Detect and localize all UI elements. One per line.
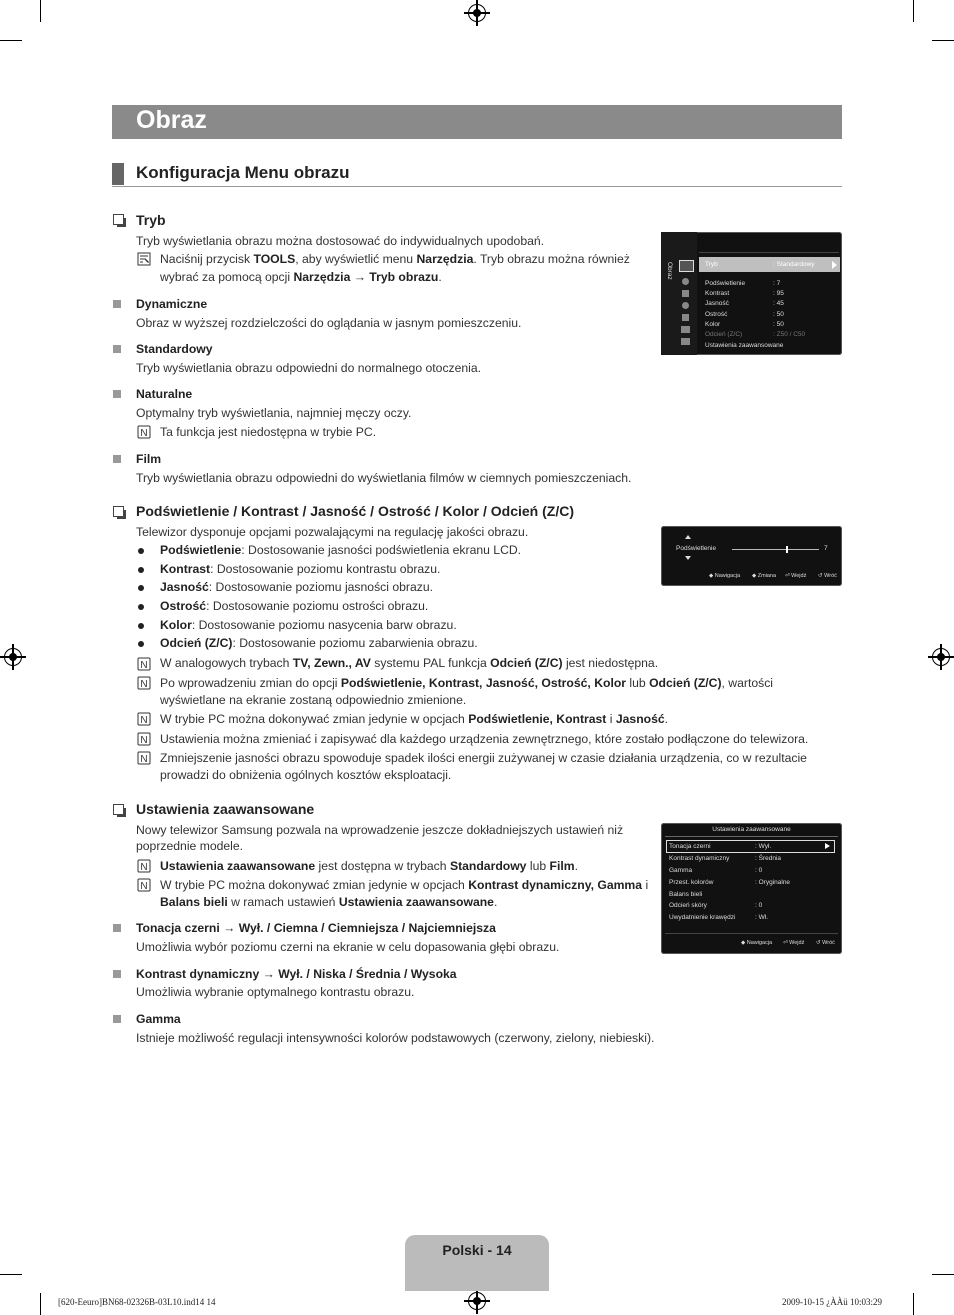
menu-top-divider [699,252,839,253]
picture-icon [679,260,694,272]
tv-slider-screenshot [661,526,842,586]
bullet-square [113,1015,121,1023]
registration-mark-icon [4,648,22,666]
menu-row-value: : 0 [755,902,763,909]
podsw-note: Ustawienia można zmieniać i zapisywać dla każdego urządzenia zewnętrznego, które zostało podłączone do telewizora. [160,732,809,746]
menu-row-label: Podświetlenie [705,280,746,287]
tryb-item-desc: Tryb wyświetlania obrazu odpowiedni do normalnego otoczenia. [136,361,482,375]
section-marker [112,163,124,185]
menu-row-value: : Wł. [755,914,768,921]
svg-text:N: N [140,754,148,765]
page-number: Polski - 14 [442,1242,512,1258]
tryb-heading: Tryb [136,212,166,228]
arrow-right-icon [832,261,837,269]
menu-icon [682,290,689,297]
menu-row-label: Uwydatnienie krawędzi [669,914,736,921]
slider-handle[interactable] [786,546,788,553]
menu-row-value: : Wył. [755,843,772,850]
tryb-naturalne-note: Ta funkcja jest niedostępna w trybie PC. [160,425,377,439]
menu-row-value: : 50 [773,311,784,318]
menu-row-label: Przest. kolorów [669,879,714,886]
note-icon [137,425,151,439]
adv-intro-line2: poprzednie modele. [136,839,244,853]
adv-item-name: Gamma [136,1012,181,1026]
crop-mark [40,0,41,22]
tryb-note-tools: Naciśnij przycisk TOOLS, aby wyświetlić menu Narzędzia. Tryb obrazu można również [160,252,630,266]
menu-icon [681,338,690,345]
menu-icon [682,314,689,321]
tryb-item-desc: Obraz w wyższej rozdzielczości do oglądania w jasnym pomieszczeniu. [136,316,522,330]
print-info-left: [620-Eeuro]BN68-02326B-03L10.ind14 14 [58,1297,216,1307]
menu-row-label: Kontrast [705,290,730,297]
tools-icon [137,252,151,266]
tv-menu-screenshot [661,232,842,355]
footer-divider [665,933,838,934]
nav-hint: ◆ Nawigacja [709,573,741,579]
registration-mark-icon [468,4,486,22]
adv-item-name: Kontrast dynamiczny → Wył. / Niska / Średnia / Wysoka [136,967,457,981]
tryb-item-name: Dynamiczne [136,297,208,311]
registration-mark-icon [932,648,950,666]
svg-text:N: N [140,881,148,892]
podsw-intro: Telewizor dysponuje opcjami pozwalającymi na regulację jakości obrazu. [136,525,529,539]
note-icon [137,751,151,765]
note-icon [137,712,151,726]
bullet-square [113,345,121,353]
menu-row-label: Odcień (Z/C) [705,331,743,338]
menu-row-value: : Średnia [755,855,782,862]
bullet-square [113,970,121,978]
menu-row-label: Tonacja czerni [669,843,711,850]
menu-row-label: Ustawienia zaawansowane [705,342,784,349]
bullet-square [113,390,121,398]
svg-text:N: N [140,660,148,671]
bullet-dot [138,548,144,554]
podsw-note: Po wprowadzeniu zmian do opcji Podświetlenie, Kontrast, Jasność, Ostrość, Kolor lub Odcień (Z/C), wartości [160,676,774,690]
arrow-right-icon [825,843,830,849]
bullet-dot [138,641,144,647]
nav-hint: ↺ Wróć [818,573,837,579]
svg-text:N: N [140,679,148,690]
adv-item-desc: Istnieje możliwość regulacji intensywności kolorów podstawowych (czerwony, zielony, niebieski). [136,1031,655,1045]
svg-text:N: N [140,735,148,746]
nav-hint: ⏎ Wejdź [783,940,805,946]
checkbox-icon [113,804,124,815]
menu-sidebar [661,232,697,355]
podsw-bullet: Odcień (Z/C): Dostosowanie poziomu zabarwienia obrazu. [160,636,478,650]
menu-row-label: Gamma [669,867,693,874]
svg-text:N: N [140,715,148,726]
tv-advanced-screenshot [661,823,842,954]
menu-row-value: : 0 [755,867,763,874]
nav-hint: ↺ Wróć [816,940,835,946]
podsw-heading: Podświetlenie / Kontrast / Jasność / Ostrość / Kolor / Odcień (Z/C) [136,503,574,519]
section-header [112,160,842,187]
menu-icon [681,326,690,333]
note-icon [137,657,151,671]
crop-mark [932,1274,954,1275]
page-title-bar [112,105,842,139]
podsw-note: Zmniejszenie jasności obrazu spowoduje spadek ilości energii zużywanej w czasie działania urządzenia, co w rezultacie [160,751,807,765]
crop-mark [0,40,22,41]
adv-note-line2: Balans bieli w ramach ustawień Ustawienia zaawansowane. [160,895,498,909]
bullet-dot [138,604,144,610]
menu-side-label: Obraz [666,262,673,280]
note-icon [137,732,151,746]
nav-hint: ◆ Zmiana [752,573,777,579]
menu-row-value: : Z50 / C50 [773,331,806,338]
podsw-bullet: Jasność: Dostosowanie poziomu jasności obrazu. [160,580,434,594]
podsw-note: W analogowych trybach TV, Zewn., AV systemu PAL funkcja Odcień (Z/C) jest niedostępna. [160,656,659,670]
podsw-note: W trybie PC można dokonywać zmian jedynie w opcjach Podświetlenie, Kontrast i Jasność. [160,712,669,726]
nav-hint: ⏎ Wejdź [785,573,807,579]
tryb-item-desc: Tryb wyświetlania obrazu odpowiedni do wyświetlania filmów w ciemnych pomieszczeniach. [136,471,632,485]
podsw-bullet: Ostrość: Dostosowanie poziomu ostrości obrazu. [160,599,429,613]
menu-icon [682,278,689,285]
menu-row-label: Jasność [705,300,729,307]
menu-row-label: Ostrość [705,311,728,318]
screen-title: Ustawienia zaawansowane [712,826,791,833]
svg-text:N: N [140,862,148,873]
tryb-item-name: Naturalne [136,387,193,401]
adv-item-desc: Umożliwia wybranie optymalnego kontrastu obrazu. [136,985,415,999]
slider-track[interactable] [732,549,819,550]
adv-heading: Ustawienia zaawansowane [136,801,315,817]
registration-mark-icon [468,1292,486,1310]
adv-item-desc: Umożliwia wybór poziomu czerni na ekranie w celu dopasowania głębi obrazu. [136,940,560,954]
section-title: Konfiguracja Menu obrazu [136,163,350,182]
title-divider [665,836,838,837]
bullet-dot [138,585,144,591]
crop-mark [40,1293,41,1315]
page-number-tab [405,1235,549,1291]
tryb-item-name: Standardowy [136,342,213,356]
tryb-item-desc: Optymalny tryb wyświetlania, najmniej męczy oczy. [136,406,412,420]
note-icon [137,859,151,873]
adv-intro: Nowy telewizor Samsung pozwala na wprowadzenie jeszcze dokładniejszych ustawień niż [136,823,624,837]
note-icon [137,878,151,892]
tryb-intro: Tryb wyświetlania obrazu można dostosować do indywidualnych upodobań. [136,234,545,248]
menu-row-value: : 45 [773,300,784,307]
menu-row-label: Kolor [705,321,721,328]
crop-mark [913,1293,914,1315]
nav-hint: ◆ Nawigacja [741,940,773,946]
page-title: Obraz [136,106,207,134]
menu-selected-row[interactable] [699,257,840,272]
bullet-square [113,455,121,463]
tryb-item-name: Film [136,452,162,466]
bullet-square [113,924,121,932]
adv-item-name: Tonacja czerni → Wył. / Ciemna / Ciemniejsza / Najciemniejsza [136,921,496,935]
menu-row-value: : Oryginalne [755,879,791,886]
adv-note: W trybie PC można dokonywać zmian jedynie w opcjach Kontrast dynamiczny, Gamma i [160,878,649,892]
menu-row-value: : 95 [773,290,784,297]
menu-icon [682,302,689,309]
podsw-note-line2: prowadzi do obniżenia ogólnych kosztów eksploatacji. [160,768,452,782]
menu-row-label: Odcień skóry [669,902,707,909]
bullet-dot [138,623,144,629]
podsw-bullet: Kolor: Dostosowanie poziomu nasycenia barw obrazu. [160,618,457,632]
note-icon [137,676,151,690]
svg-text:N: N [140,428,148,439]
print-info-right: 2009-10-15 ¿ÀÀü 10:03:29 [782,1297,882,1307]
bullet-dot [138,567,144,573]
slider-label: Podświetlenie [676,545,717,552]
tryb-note-tools-line2: wybrać za pomocą opcji Narzędzia → Tryb obrazu. [160,270,442,284]
podsw-bullet: Kontrast: Dostosowanie poziomu kontrastu obrazu. [160,562,441,576]
arrow-up-icon [685,535,691,539]
crop-mark [913,0,914,22]
menu-row-label: Kontrast dynamiczny [669,855,730,862]
crop-mark [932,40,954,41]
adv-note: Ustawienia zaawansowane jest dostępna w trybach Standardowy lub Film. [160,859,578,873]
menu-row-value: : Standardowy [773,261,815,268]
bullet-square [113,300,121,308]
arrow-down-icon [685,556,691,560]
checkbox-icon [113,506,124,517]
checkbox-icon [113,214,124,225]
menu-row-value: : 50 [773,321,784,328]
menu-row-value: : 7 [773,280,781,287]
podsw-bullet: Podświetlenie: Dostosowanie jasności podświetlenia ekranu LCD. [160,543,522,557]
podsw-note-line2: wyświetlane na ekranie zostaną odpowiednio zmienione. [160,693,467,707]
slider-value: 7 [824,545,828,552]
crop-mark [0,1274,22,1275]
menu-row-label: Balans bieli [669,891,703,898]
menu-row-label: Tryb [705,261,718,268]
